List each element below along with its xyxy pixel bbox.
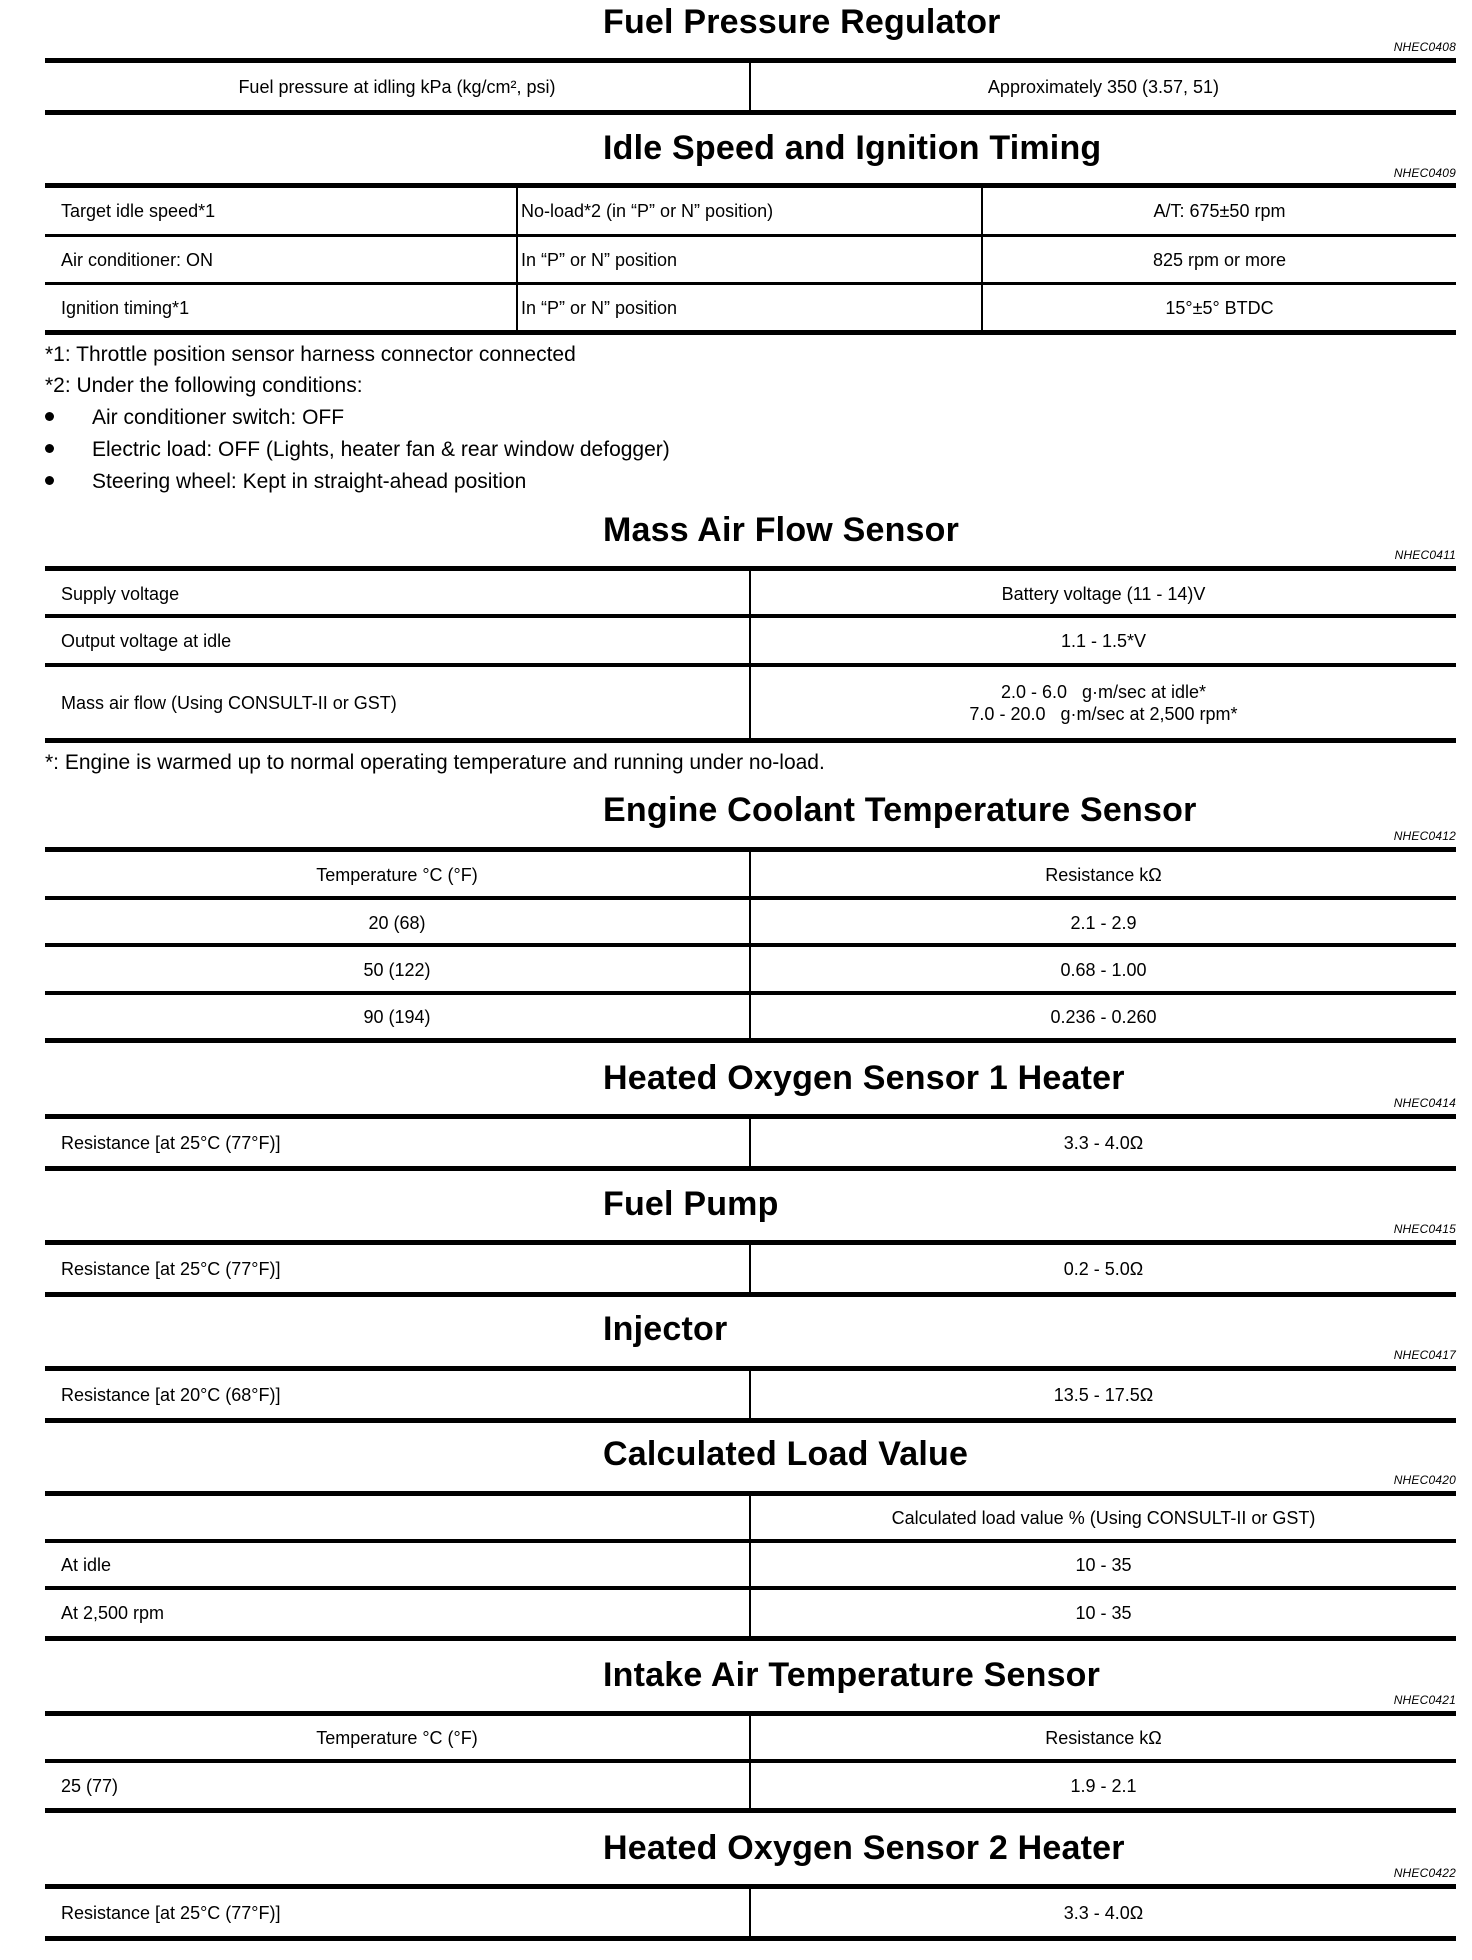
table-cell: 10 - 35 — [1075, 1555, 1132, 1575]
table-cell-label: Supply voltage — [61, 583, 180, 604]
table-header: Resistance kΩ — [1045, 1728, 1162, 1748]
table-cell-value: 3.3 - 4.0Ω — [1063, 1132, 1144, 1153]
spec-table — [45, 1366, 1456, 1423]
table-cell: 90 (194) — [363, 1006, 431, 1027]
footnote: *: Engine is warmed up to normal operating temperature and running under no-load. — [45, 751, 825, 774]
section-title: Intake Air Temperature Sensor — [603, 1656, 1101, 1694]
section-title: Engine Coolant Temperature Sensor — [603, 791, 1197, 829]
table-cell-value: Approximately 350 (3.57, 51) — [987, 76, 1220, 97]
table-cell-value: 0.2 - 5.0Ω — [1063, 1258, 1144, 1279]
table-cell: 25 (77) — [61, 1775, 119, 1796]
table-header: Temperature °C (°F) — [316, 1728, 478, 1748]
table-cell: 0.236 - 0.260 — [1050, 1006, 1157, 1027]
table-cell-label: Fuel pressure at idling kPa (kg/cm², psi) — [238, 76, 556, 97]
footnote: *1: Throttle position sensor harness connector connected — [45, 343, 576, 366]
spec-table — [45, 1240, 1456, 1297]
table-cell: 20 (68) — [368, 912, 426, 933]
table-cell-value: 1.1 - 1.5*V — [1060, 631, 1147, 651]
table-cell: 1.9 - 2.1 — [1070, 1775, 1137, 1796]
section-code: NHEC0411 — [1394, 548, 1456, 562]
table-cell-condition: In “P” or N” position — [521, 250, 678, 270]
spec-table — [45, 1884, 1456, 1941]
table-cell: At idle — [61, 1555, 112, 1575]
section-title: Calculated Load Value — [603, 1435, 969, 1473]
section-title: Heated Oxygen Sensor 2 Heater — [603, 1829, 1125, 1867]
table-cell-label: Resistance [at 20°C (68°F)] — [61, 1384, 281, 1405]
spec-table — [45, 1114, 1456, 1171]
spec-table — [45, 847, 1456, 1043]
section-code: NHEC0415 — [1393, 1222, 1456, 1236]
table-header: Calculated load value % (Using CONSULT-II or GST) — [891, 1508, 1316, 1528]
section-code: NHEC0417 — [1393, 1348, 1456, 1362]
bullet-icon — [45, 476, 54, 485]
table-cell-value: Battery voltage (11 - 14)V — [1001, 583, 1206, 604]
section-title: Heated Oxygen Sensor 1 Heater — [603, 1059, 1125, 1097]
section-code: NHEC0409 — [1393, 166, 1456, 180]
bullet-item: Electric load: OFF (Lights, heater fan & rear window defogger) — [45, 437, 670, 463]
footnote: *2: Under the following conditions: — [45, 374, 363, 397]
table-cell: At 2,500 rpm — [61, 1603, 165, 1623]
spec-table — [45, 566, 1456, 744]
section-title: Idle Speed and Ignition Timing — [603, 129, 1102, 167]
section-code: NHEC0421 — [1393, 1693, 1456, 1707]
spec-table — [45, 1491, 1456, 1641]
bullet-icon — [45, 412, 54, 421]
section-code: NHEC0414 — [1393, 1096, 1456, 1110]
bullet-item: Air conditioner switch: OFF — [45, 405, 344, 431]
spec-table — [45, 183, 1456, 335]
section-title: Injector — [603, 1310, 728, 1348]
section-code: NHEC0412 — [1393, 829, 1456, 843]
table-cell: 50 (122) — [363, 959, 431, 980]
section-title: Fuel Pressure Regulator — [603, 3, 1001, 41]
table-cell-value: 3.3 - 4.0Ω — [1063, 1902, 1144, 1923]
spec-table — [45, 1711, 1456, 1813]
section-code: NHEC0408 — [1393, 40, 1456, 54]
table-cell-item: Target idle speed*1 — [61, 201, 216, 221]
table-cell-label: Mass air flow (Using CONSULT-II or GST) — [61, 692, 397, 713]
bullet-icon — [45, 444, 54, 453]
table-cell-label: Resistance [at 25°C (77°F)] — [61, 1132, 281, 1153]
table-cell: 2.1 - 2.9 — [1070, 912, 1137, 933]
section-code: NHEC0422 — [1393, 1866, 1456, 1880]
section-title: Mass Air Flow Sensor — [603, 511, 960, 549]
table-cell-value: 2.0 - 6.0 g·m/sec at idle* 7.0 - 20.0 g·m/sec at 2,500 rpm* — [969, 681, 1238, 724]
table-cell-condition: No-load*2 (in “P” or N” position) — [521, 201, 774, 221]
table-cell-condition: In “P” or N” position — [521, 297, 678, 318]
section-title: Fuel Pump — [603, 1185, 779, 1223]
table-header: Temperature °C (°F) — [316, 864, 478, 885]
table-cell-item: Ignition timing*1 — [61, 297, 190, 318]
table-cell: 10 - 35 — [1075, 1603, 1132, 1623]
table-cell-value: 13.5 - 17.5Ω — [1053, 1384, 1154, 1405]
table-cell-label: Resistance [at 25°C (77°F)] — [61, 1258, 281, 1279]
table-cell-label: Resistance [at 25°C (77°F)] — [61, 1902, 281, 1923]
table-cell-item: Air conditioner: ON — [61, 250, 214, 270]
table-cell-value: 15°±5° BTDC — [1165, 297, 1274, 318]
table-cell-value: 825 rpm or more — [1152, 250, 1287, 270]
table-header: Resistance kΩ — [1045, 864, 1162, 885]
table-cell: 0.68 - 1.00 — [1060, 959, 1147, 980]
table-cell-label: Output voltage at idle — [61, 631, 232, 651]
table-cell-value: A/T: 675±50 rpm — [1153, 201, 1286, 221]
table-header — [45, 1496, 749, 1540]
spec-table — [45, 58, 1456, 115]
bullet-item: Steering wheel: Kept in straight-ahead position — [45, 469, 526, 495]
section-code: NHEC0420 — [1393, 1473, 1456, 1487]
